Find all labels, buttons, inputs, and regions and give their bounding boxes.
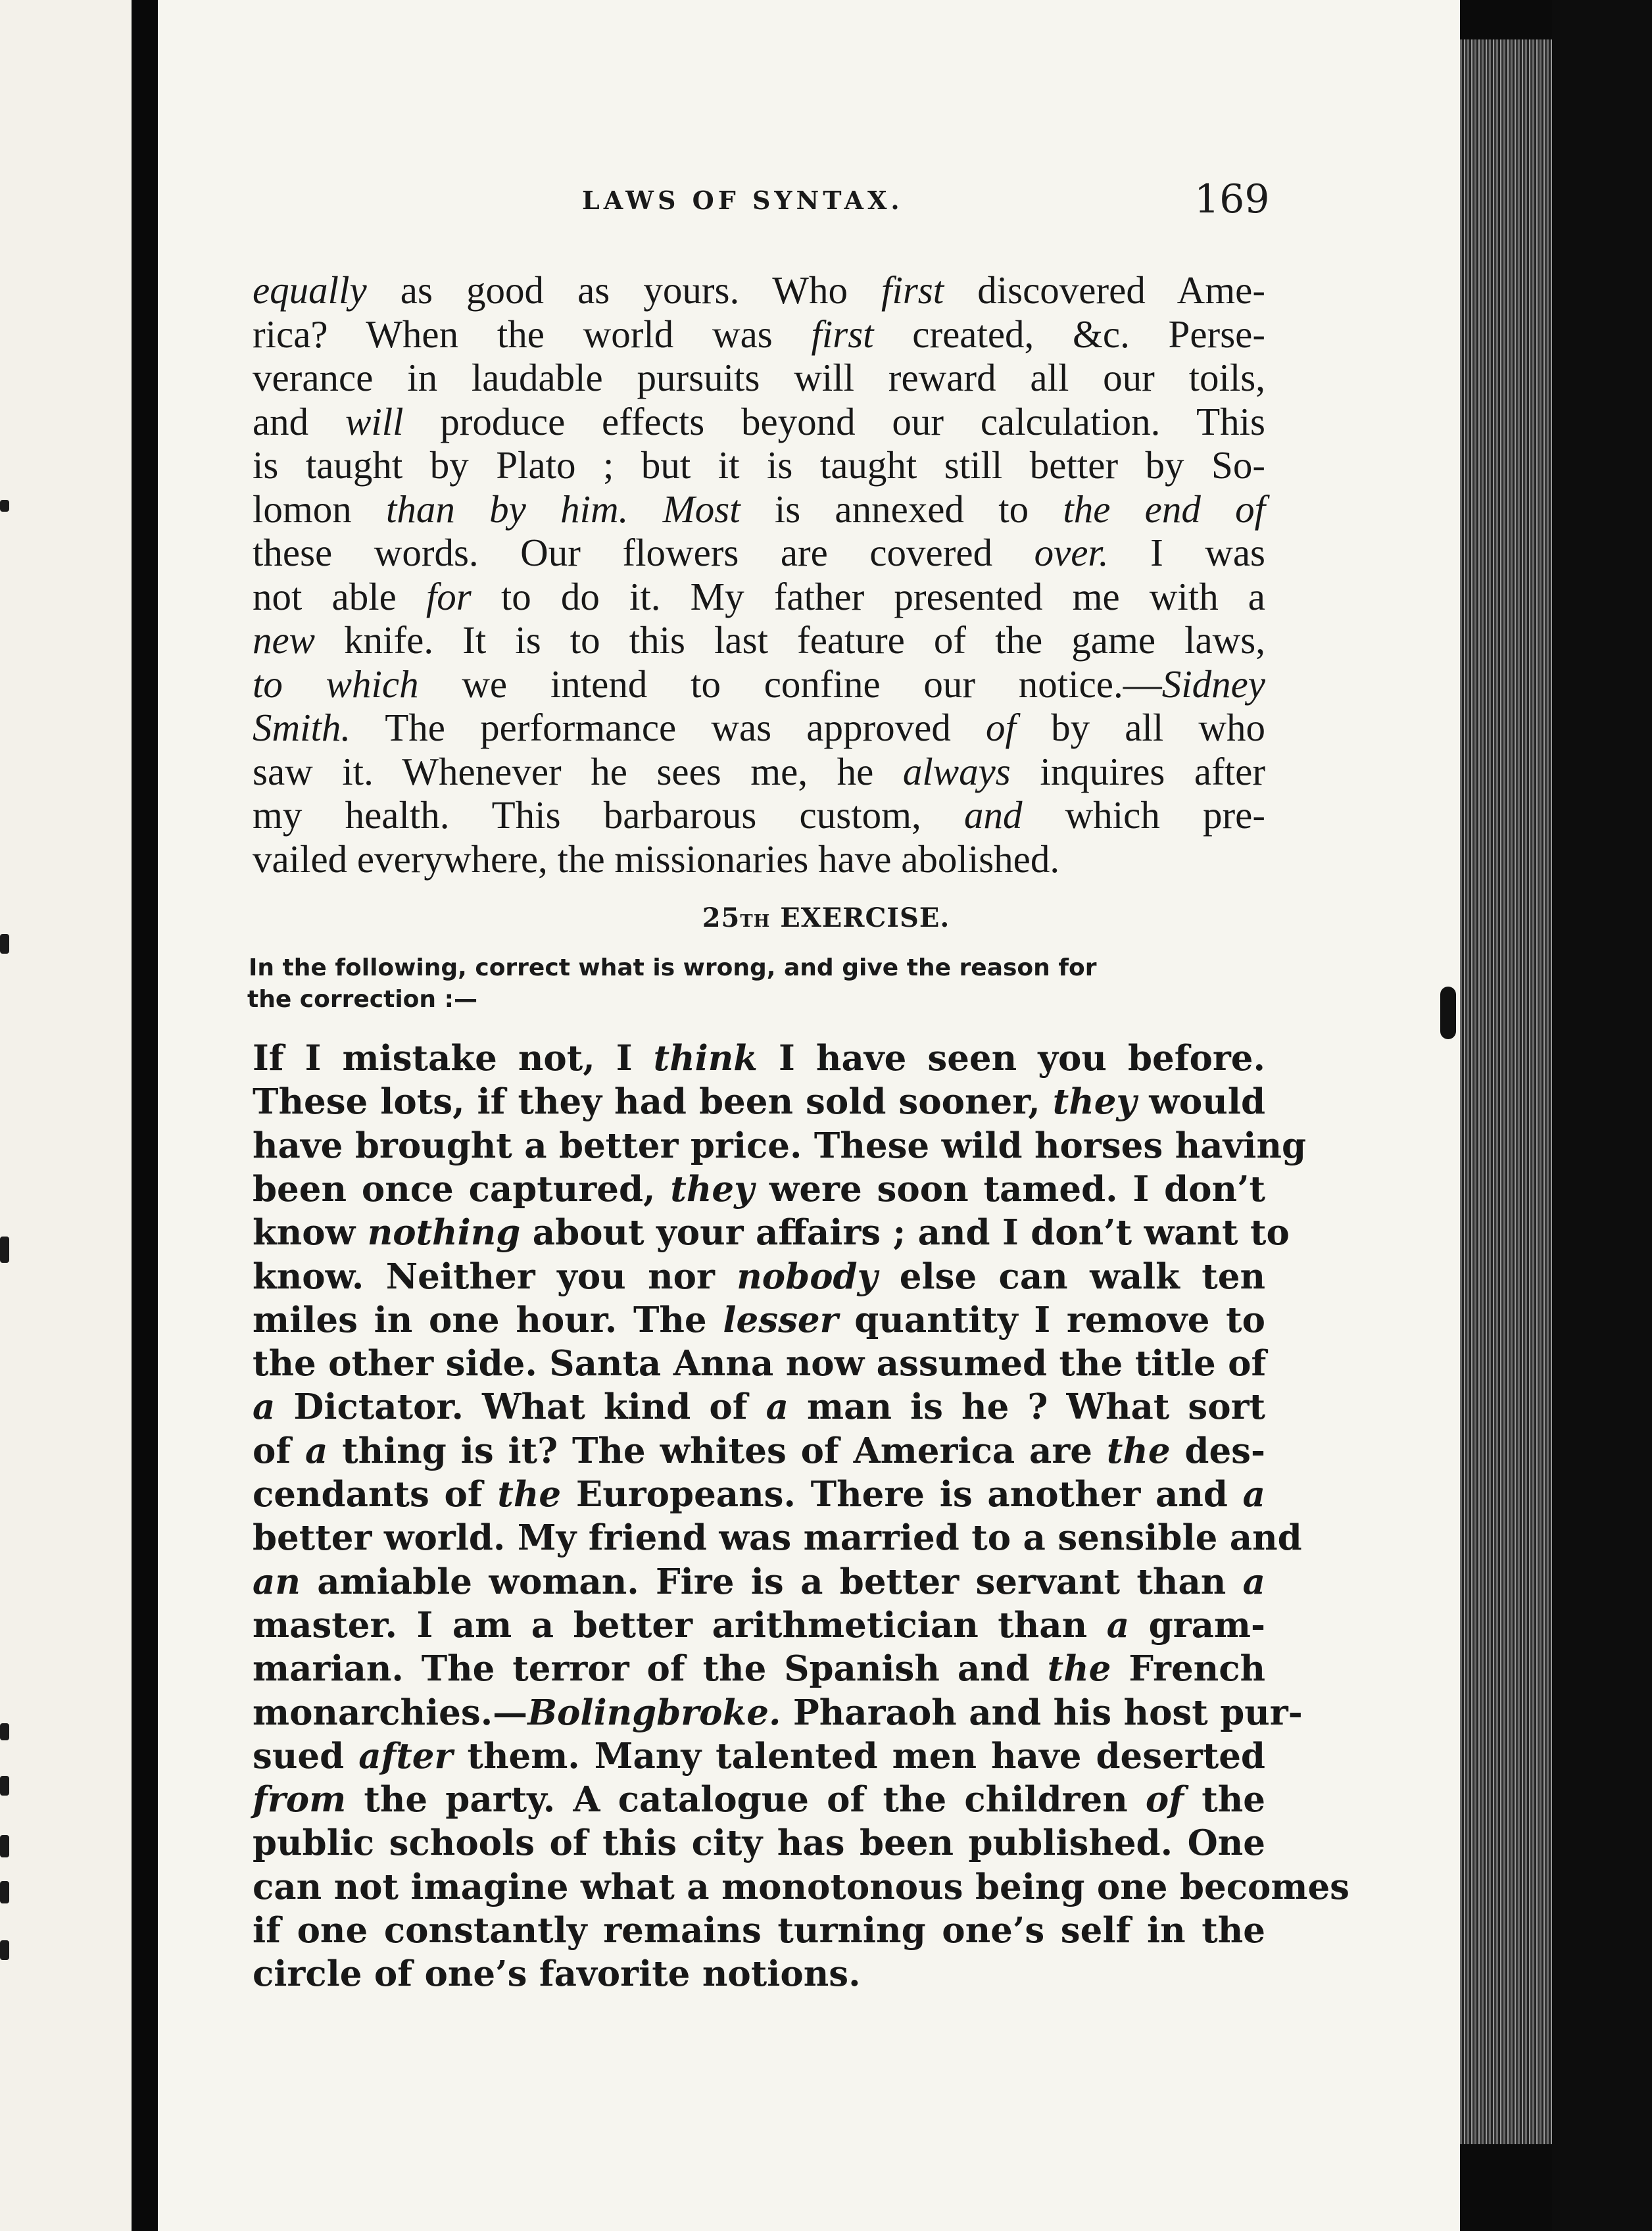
text-run: my health. This barbarous custom, <box>253 793 964 837</box>
text-line <box>253 662 1265 706</box>
text-run: know. Neither you nor <box>253 1256 737 1297</box>
text-run: by all who <box>1015 706 1265 749</box>
text-run: circle of one’s favorite notions. <box>253 1953 861 1995</box>
text-line <box>253 1385 1265 1429</box>
running-head: LAWS OF SYNTAX. <box>582 185 904 215</box>
text-run: were soon tamed. I don’t <box>754 1168 1266 1210</box>
text-line <box>253 531 1265 574</box>
text-run: have brought a better price. These wild horses having <box>253 1125 1307 1166</box>
exercise-instruction-line: the correction :— <box>247 986 477 1013</box>
italic-text: the <box>497 1474 562 1515</box>
text-run: which pre- <box>1022 793 1266 837</box>
page-stack-edge <box>1460 39 1552 2144</box>
exercise-number: 25 <box>702 902 741 933</box>
text-run: can not imagine what a monotonous being one becomes <box>253 1866 1349 1907</box>
italic-text: Bolingbroke. <box>527 1692 781 1733</box>
text-run: monarchies.— <box>253 1692 528 1733</box>
text-line <box>253 312 1265 356</box>
italic-text: the <box>1106 1430 1171 1471</box>
text-line <box>253 1298 1265 1342</box>
text-run: is taught by Plato ; but it is taught still better by So- <box>253 443 1265 487</box>
text-run: vailed everywhere, the missionaries have abolished. <box>253 837 1060 881</box>
text-run: man is he ? What sort <box>788 1386 1265 1428</box>
text-run: If I mistake not, I <box>253 1038 654 1079</box>
italic-text: and <box>963 793 1023 837</box>
text-run: Europeans. There is another and <box>561 1474 1243 1515</box>
italic-text: they <box>1052 1081 1137 1123</box>
text-run: them. Many talented men have deserted <box>452 1735 1265 1777</box>
italic-text: a <box>1242 1474 1265 1515</box>
text-run: if one constantly remains turning one’s self in the <box>253 1910 1265 1951</box>
text-line <box>253 1952 1265 1996</box>
text-run <box>628 487 662 531</box>
text-line <box>253 575 1265 618</box>
text-line <box>253 1647 1265 1690</box>
text-run: the <box>1184 1779 1266 1821</box>
text-run: these words. Our flowers are covered <box>253 531 1034 574</box>
text-run: I have seen you before. <box>758 1038 1265 1079</box>
text-run: else can walk ten <box>877 1256 1265 1297</box>
italic-text: of <box>986 706 1016 749</box>
text-line <box>253 1342 1265 1385</box>
text-line <box>253 1124 1307 1167</box>
text-run: about your affairs ; and I don’t want to <box>520 1212 1290 1254</box>
italic-text: they <box>670 1168 754 1210</box>
text-run: These lots, if they had been sold sooner, <box>253 1081 1053 1123</box>
text-run: marian. The terror of the Spanish and <box>253 1648 1048 1690</box>
italic-text: to which <box>253 662 419 706</box>
text-run: discovered Ame- <box>944 268 1265 312</box>
text-run: Pharaoh and his host pur- <box>781 1692 1303 1733</box>
book-gutter <box>132 0 158 2231</box>
italic-text: an <box>253 1561 301 1602</box>
text-run: miles in one hour. The <box>253 1299 723 1340</box>
italic-text: nobody <box>737 1256 878 1297</box>
exercise-heading <box>0 902 1652 933</box>
exercise-instruction-line: In the following, correct what is wrong, and give the reason for <box>249 954 1097 981</box>
italic-text: first <box>811 312 874 356</box>
italic-text: for <box>425 574 472 618</box>
text-line <box>253 268 1265 312</box>
text-line <box>253 400 1265 443</box>
text-run: The performance was approved <box>351 706 986 749</box>
text-run: gram- <box>1129 1604 1265 1646</box>
text-line <box>253 1909 1265 1952</box>
text-line <box>253 1473 1265 1516</box>
text-line <box>253 1604 1265 1647</box>
text-run: quantity I remove to <box>838 1299 1265 1340</box>
text-run: of <box>253 1430 305 1471</box>
text-run: inquires after <box>1010 749 1265 793</box>
italic-text: think <box>653 1038 758 1079</box>
text-line <box>253 1865 1349 1909</box>
text-run: is annexed to <box>740 487 1063 531</box>
facing-page-letter-fragments <box>0 0 13 2231</box>
text-line <box>253 1734 1265 1778</box>
text-line <box>253 793 1265 837</box>
text-line <box>253 837 1265 881</box>
text-run: amiable woman. Fire is a better servant than <box>300 1561 1243 1602</box>
italic-text: new <box>253 618 316 662</box>
italic-text: always <box>902 749 1011 793</box>
text-run: I was <box>1108 531 1265 574</box>
text-run: des- <box>1170 1430 1265 1471</box>
italic-text: after <box>358 1735 453 1777</box>
text-line <box>253 1691 1303 1734</box>
text-run: not able <box>253 574 426 618</box>
italic-text: equally <box>253 268 367 312</box>
italic-text: a <box>253 1386 276 1428</box>
text-line <box>253 618 1265 662</box>
text-line <box>253 1037 1265 1080</box>
text-run: and <box>253 399 345 443</box>
text-run: better world. My friend was married to a sensible and <box>253 1517 1302 1559</box>
text-line <box>253 1821 1265 1865</box>
text-run: been once captured, <box>253 1168 671 1210</box>
text-run: lomon <box>253 487 387 531</box>
text-run: know <box>253 1212 368 1254</box>
italic-text: over. <box>1034 531 1109 574</box>
text-run: the other side. Santa Anna now assumed the title of <box>253 1343 1267 1385</box>
text-line <box>253 356 1265 399</box>
text-line <box>253 1429 1265 1473</box>
exercise-ordinal-suffix: TH <box>740 912 771 931</box>
text-run: sued <box>253 1735 359 1777</box>
text-line <box>253 1211 1290 1254</box>
text-run: public schools of this city has been published. One <box>253 1823 1265 1864</box>
italic-text: nothing <box>367 1212 521 1254</box>
text-line <box>253 1560 1265 1604</box>
text-line <box>253 1167 1265 1211</box>
text-run: produce effects beyond our calculation. This <box>403 399 1265 443</box>
text-run: created, &c. Perse- <box>873 312 1266 356</box>
page-number: 169 <box>1194 176 1270 222</box>
exercise-title: EXERCISE. <box>770 902 950 933</box>
text-line <box>253 1080 1265 1123</box>
text-line <box>253 750 1265 793</box>
text-line <box>253 443 1265 487</box>
text-run: cendants of <box>253 1474 498 1515</box>
text-run: Dictator. What kind of <box>275 1386 766 1428</box>
italic-text: than by him. <box>386 487 629 531</box>
text-run: would <box>1136 1081 1265 1123</box>
italic-text: Most <box>662 487 741 531</box>
facing-page-edge <box>0 0 132 2231</box>
italic-text: of <box>1145 1779 1184 1821</box>
text-line <box>253 1255 1265 1298</box>
text-run: the party. A catalogue of the children <box>346 1779 1146 1821</box>
italic-text: first <box>881 268 944 312</box>
text-run: master. I am a better arithmetician than <box>253 1604 1107 1646</box>
italic-text: a <box>1106 1604 1130 1646</box>
text-run: thing is it? The whites of America are <box>328 1430 1107 1471</box>
italic-text: will <box>345 399 404 443</box>
text-run: rica? When the world was <box>253 312 812 356</box>
text-run: knife. It is to this last feature of the game laws, <box>315 618 1265 662</box>
text-run: saw it. Whenever he sees me, he <box>253 749 903 793</box>
text-run: we intend to confine our notice.— <box>418 662 1162 706</box>
text-run: to do it. My father presented me with a <box>471 574 1265 618</box>
text-run: as good as yours. Who <box>366 268 882 312</box>
text-line <box>253 487 1265 531</box>
text-line <box>253 1778 1265 1821</box>
italic-text: from <box>253 1779 347 1821</box>
text-run: verance in laudable pursuits will reward all our toils, <box>253 356 1265 399</box>
italic-text: a <box>304 1430 328 1471</box>
text-line <box>253 706 1265 749</box>
ink-blot <box>1440 987 1456 1039</box>
text-run: French <box>1111 1648 1266 1690</box>
italic-text: Sidney <box>1161 662 1265 706</box>
italic-text: Smith. <box>253 706 351 749</box>
italic-text: lesser <box>723 1299 838 1340</box>
italic-text: a <box>1242 1561 1265 1602</box>
text-line <box>253 1516 1302 1559</box>
background-shadow <box>1552 0 1652 2231</box>
italic-text: the end of <box>1063 487 1265 531</box>
italic-text: a <box>765 1386 789 1428</box>
italic-text: the <box>1047 1648 1111 1690</box>
